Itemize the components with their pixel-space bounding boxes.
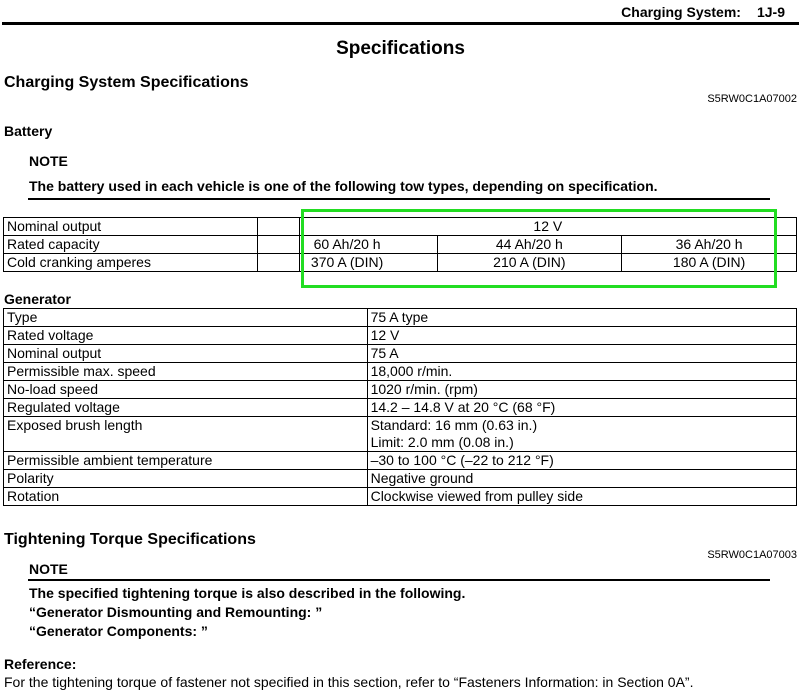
battery-value-cell: 44 Ah/20 h <box>437 236 622 254</box>
generator-value-max-speed: 18,000 r/min. <box>367 363 796 381</box>
table-row <box>4 417 797 452</box>
torque-note-line: “Generator Components: ” <box>29 623 208 639</box>
generator-heading: Generator <box>4 291 71 307</box>
battery-label-cold-cranking: Cold cranking amperes <box>4 254 258 272</box>
generator-label-regulated-voltage: Regulated voltage <box>4 399 368 417</box>
generator-value-rotation: Clockwise viewed from pulley side <box>367 488 796 506</box>
charging-specs-code: S5RW0C1A07002 <box>707 93 797 105</box>
battery-note-rule <box>28 198 770 200</box>
generator-label-type: Type <box>4 309 368 327</box>
torque-specs-heading: Tightening Torque Specifications <box>4 531 256 548</box>
page-title: Specifications <box>336 38 465 59</box>
generator-label-brush-length: Exposed brush length <box>4 417 368 452</box>
generator-label-rated-voltage: Rated voltage <box>4 327 368 345</box>
generator-value-nominal-output: 75 A <box>367 345 796 363</box>
battery-note-label: NOTE <box>29 153 68 169</box>
table-row <box>4 470 797 488</box>
battery-spacer-cell <box>257 218 299 236</box>
highlight-box <box>301 209 777 288</box>
table-row <box>4 363 797 381</box>
generator-table <box>3 308 797 506</box>
battery-value-cell: 60 Ah/20 h <box>299 236 395 254</box>
generator-value-brush-length <box>367 417 796 452</box>
torque-note-body <box>29 584 465 641</box>
battery-note-text: The battery used in each vehicle is one of the following tow types, depending on specification. <box>29 178 658 194</box>
torque-specs-code: S5RW0C1A07003 <box>707 549 797 561</box>
battery-value-cell: 210 A (DIN) <box>437 254 622 272</box>
table-row <box>4 345 797 363</box>
page-header <box>621 4 785 20</box>
battery-heading: Battery <box>4 123 53 139</box>
generator-value-no-load-speed: 1020 r/min. (rpm) <box>367 381 796 399</box>
battery-spacer-cell <box>257 236 299 254</box>
torque-note-line: “Generator Dismounting and Remounting: ” <box>29 604 323 620</box>
header-page-number: 1J-9 <box>756 4 785 20</box>
table-row <box>4 327 797 345</box>
generator-value-regulated-voltage: 14.2 – 14.8 V at 20 °C (68 °F) <box>367 399 796 417</box>
generator-value-rated-voltage: 12 V <box>367 327 796 345</box>
generator-label-nominal-output: Nominal output <box>4 345 368 363</box>
battery-value-nominal-output: 12 V <box>299 218 796 236</box>
battery-value-cell: 180 A (DIN) <box>622 254 797 272</box>
table-row <box>4 452 797 470</box>
generator-label-polarity: Polarity <box>4 470 368 488</box>
torque-note-rule <box>28 579 770 581</box>
header-section: Charging System: <box>621 4 741 20</box>
table-row <box>4 381 797 399</box>
generator-value-ambient-temp: –30 to 100 °C (–22 to 212 °F) <box>367 452 796 470</box>
reference-text: For the tightening torque of fastener not specified in this section, refer to “Fasteners Information: in Section 0A”. <box>4 674 694 690</box>
battery-value-cell: 370 A (DIN) <box>299 254 395 272</box>
table-row <box>4 488 797 506</box>
generator-value-type: 75 A type <box>367 309 796 327</box>
charging-specs-heading: Charging System Specifications <box>4 74 249 91</box>
table-row <box>4 309 797 327</box>
table-row <box>4 399 797 417</box>
torque-note-line: The specified tightening torque is also described in the following. <box>29 585 466 601</box>
battery-label-rated-capacity: Rated capacity <box>4 236 258 254</box>
generator-label-rotation: Rotation <box>4 488 368 506</box>
header-rule <box>2 22 799 25</box>
battery-label-nominal-output: Nominal output <box>4 218 258 236</box>
torque-note-label: NOTE <box>29 561 68 577</box>
battery-value-cell: 36 Ah/20 h <box>622 236 797 254</box>
brush-length-standard: Standard: 16 mm (0.63 in.) <box>370 417 538 433</box>
brush-length-limit: Limit: 2.0 mm (0.08 in.) <box>370 434 514 450</box>
battery-spacer-cell <box>257 254 299 272</box>
generator-label-ambient-temp: Permissible ambient temperature <box>4 452 368 470</box>
generator-value-polarity: Negative ground <box>367 470 796 488</box>
reference-label: Reference: <box>4 656 77 672</box>
generator-label-no-load-speed: No-load speed <box>4 381 368 399</box>
generator-label-max-speed: Permissible max. speed <box>4 363 368 381</box>
